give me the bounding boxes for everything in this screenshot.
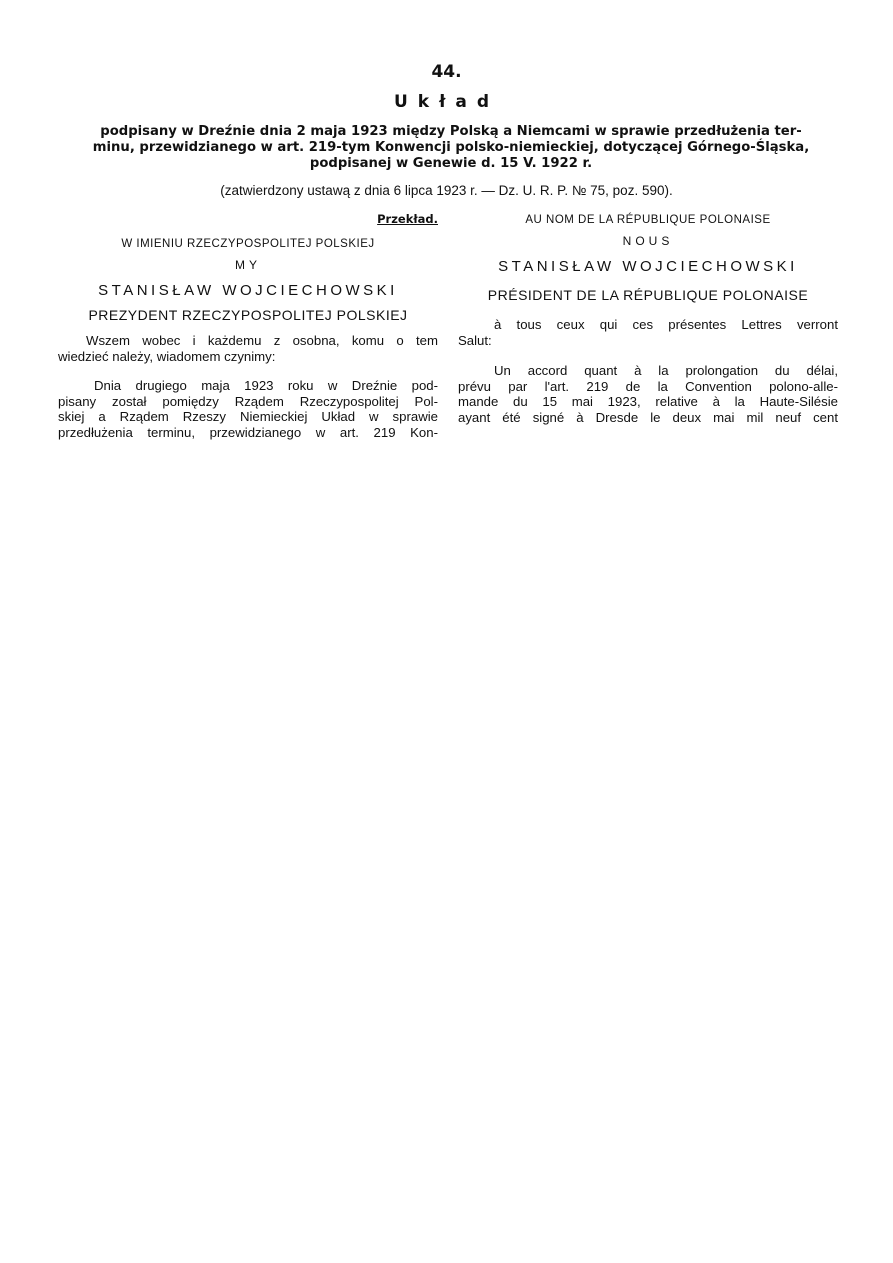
document-number: 44. [431, 62, 462, 82]
subtitle-line: podpisany w Dreźnie dnia 2 maja 1923 między Polską a Niemcami w sprawie przedłużenia ter- [100, 124, 802, 139]
in-the-name-of: AU NOM DE LA RÉPUBLIQUE POLONAISE [525, 214, 771, 226]
in-the-name-of: W IMIENIU RZECZYPOSPOLITEJ POLSKIEJ [121, 238, 375, 250]
body-line: mande du 15 mai 1923, relative à la Haute-Silésie [458, 394, 838, 409]
president-title: PREZYDENT RZECZYPOSPOLITEJ POLSKIEJ [88, 307, 408, 323]
subtitle-line: minu, przewidzianego w art. 219-tym Konwencji polsko-niemieckiej, dotyczącej Górnego-Śląska, [92, 140, 810, 155]
body-line: skiej a Rządem Rzeszy Niemieckiej Układ w sprawie [58, 409, 438, 424]
body-line: przedłużenia terminu, przewidzianego w art. 219 Kon- [58, 424, 438, 440]
document-title: Układ [393, 92, 500, 112]
greeting-line: Wszem wobec i każdemu z osobna, komu o tem [86, 333, 438, 348]
we-heading: NOUS [622, 234, 674, 248]
body-paragraph [58, 378, 438, 440]
ratification-note: (zatwierdzony ustawą z dnia 6 lipca 1923 r. — Dz. U. R. P. № 75, poz. 590). [220, 183, 673, 198]
document-subtitle [56, 124, 846, 172]
we-heading: MY [235, 258, 261, 272]
greeting-line: wiedzieć należy, wiadomem czynimy: [58, 348, 276, 364]
body-line: prévu par l'art. 219 de la Convention polono-alle- [458, 378, 838, 394]
polish-column [58, 212, 438, 440]
body-line: Un accord quant à la prolongation du délai, [494, 363, 838, 378]
president-title: PRÉSIDENT DE LA RÉPUBLIQUE POLONAISE [487, 287, 809, 303]
greeting-paragraph [458, 317, 838, 348]
greeting-line: Salut: [458, 332, 492, 348]
translation-label: Przekład. [377, 212, 438, 226]
body-line: ayant été signé à Dresde le deux mai mil neuf cent [458, 409, 838, 425]
body-line: pisany został pomiędzy Rządem Rzeczypospolitej Pol- [58, 393, 438, 409]
greeting-line: à tous ceux qui ces présentes Lettres verront [494, 317, 838, 332]
french-column [458, 212, 838, 425]
body-line: Dnia drugiego maja 1923 roku w Dreźnie pod- [94, 378, 438, 393]
body-paragraph [458, 363, 838, 425]
president-name: STANISŁAW WOJCIECHOWSKI [498, 258, 798, 275]
greeting-paragraph [58, 333, 438, 364]
subtitle-line: podpisanej w Genewie d. 15 V. 1922 r. [309, 156, 593, 171]
president-name: STANISŁAW WOJCIECHOWSKI [98, 282, 398, 299]
